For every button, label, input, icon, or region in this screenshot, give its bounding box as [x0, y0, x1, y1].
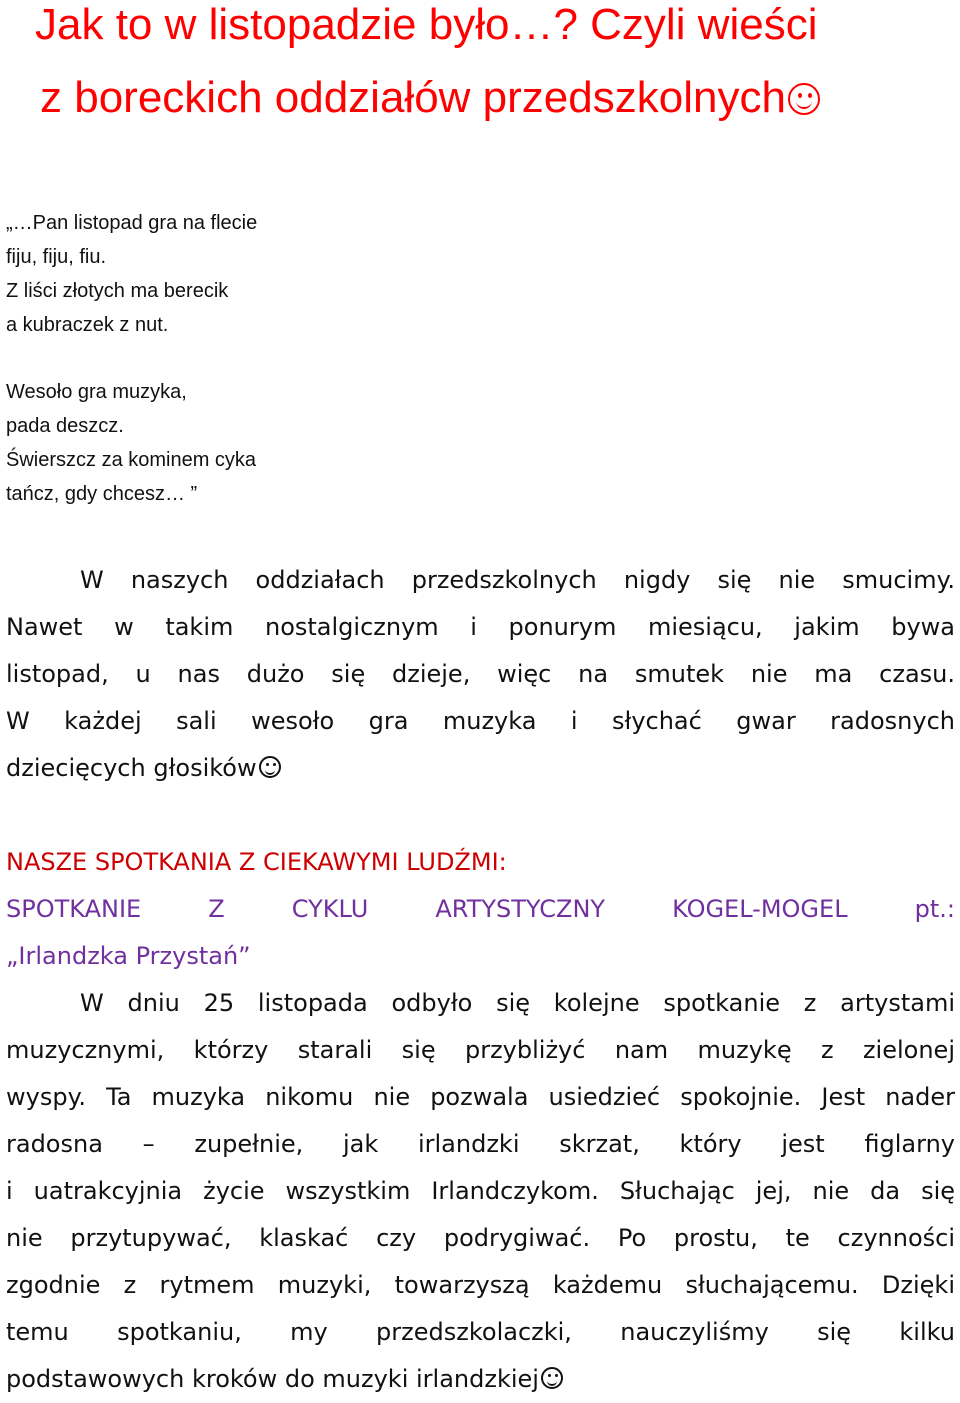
body-line: radosna – zupełnie, jak irlandzki skrzat, który jest figlarny — [6, 1130, 955, 1158]
body-line-text: podstawowych kroków do muzyki irlandzkiej — [6, 1365, 539, 1393]
intro-line: Nawet w takim nostalgicznym i ponurym miesiącu, jakim bywa — [6, 613, 955, 641]
poem-line: Z liści złotych ma berecik — [6, 280, 229, 302]
page-title-line-1: Jak to w listopadzie było…? Czyli wieści — [35, 0, 818, 49]
poem-line: „…Pan listopad gra na flecie — [6, 212, 258, 234]
body-line: zgodnie z rytmem muzyki, towarzyszą każdemu słuchającemu. Dzięki — [6, 1271, 955, 1299]
smiley-icon — [788, 83, 820, 115]
page-title-line-2-text: z boreckich oddziałów przedszkolnych — [40, 73, 786, 122]
intro-line: W każdej sali wesoło gra muzyka i słychać gwar radosnych — [6, 707, 955, 735]
poem-line: pada deszcz. — [6, 415, 124, 437]
intro-line: listopad, u nas dużo się dzieje, więc na smutek nie ma czasu. — [6, 660, 955, 688]
intro-line: W naszych oddziałach przedszkolnych nigdy się nie smucimy. — [80, 566, 955, 594]
body-line: nie przytupywać, klaskać czy podrygiwać. Po prostu, te czynności — [6, 1224, 955, 1252]
body-line: W dniu 25 listopada odbyło się kolejne spotkanie z artystami — [80, 989, 955, 1017]
smiley-icon — [541, 1367, 563, 1389]
poem-line: Świerszcz za kominem cyka — [6, 449, 257, 471]
smiley-icon — [259, 756, 281, 778]
body-line: i uatrakcyjnia życie wszystkim Irlandczykom. Słuchając jej, nie da się — [6, 1177, 955, 1205]
poem-line: fiju, fiju, fiu. — [6, 246, 107, 268]
body-line: muzycznymi, którzy starali się przybliżyć nam muzykę z zielonej — [6, 1036, 955, 1064]
intro-line-last — [6, 752, 955, 784]
intro-line-text: dziecięcych głosików — [6, 754, 257, 782]
section-subheading-title: „Irlandzka Przystań” — [6, 942, 251, 970]
body-line-last — [6, 1363, 955, 1395]
poem-line: Wesoło gra muzyka, — [6, 381, 187, 403]
poem-line: a kubraczek z nut. — [6, 314, 169, 336]
body-line: temu spotkaniu, my przedszkolaczki, nauczyliśmy się kilku — [6, 1318, 955, 1346]
body-line: wyspy. Ta muzyka nikomu nie pozwala usiedzieć spokojnie. Jest nader — [6, 1083, 955, 1111]
page-title-line-2 — [40, 72, 820, 124]
section-heading: NASZE SPOTKANIA Z CIEKAWYMI LUDŹMI: — [6, 848, 507, 876]
section-subheading: SPOTKANIE Z CYKLU ARTYSTYCZNY KOGEL-MOGEL pt.: — [6, 895, 955, 923]
poem-line: tańcz, gdy chcesz… ” — [6, 483, 198, 505]
